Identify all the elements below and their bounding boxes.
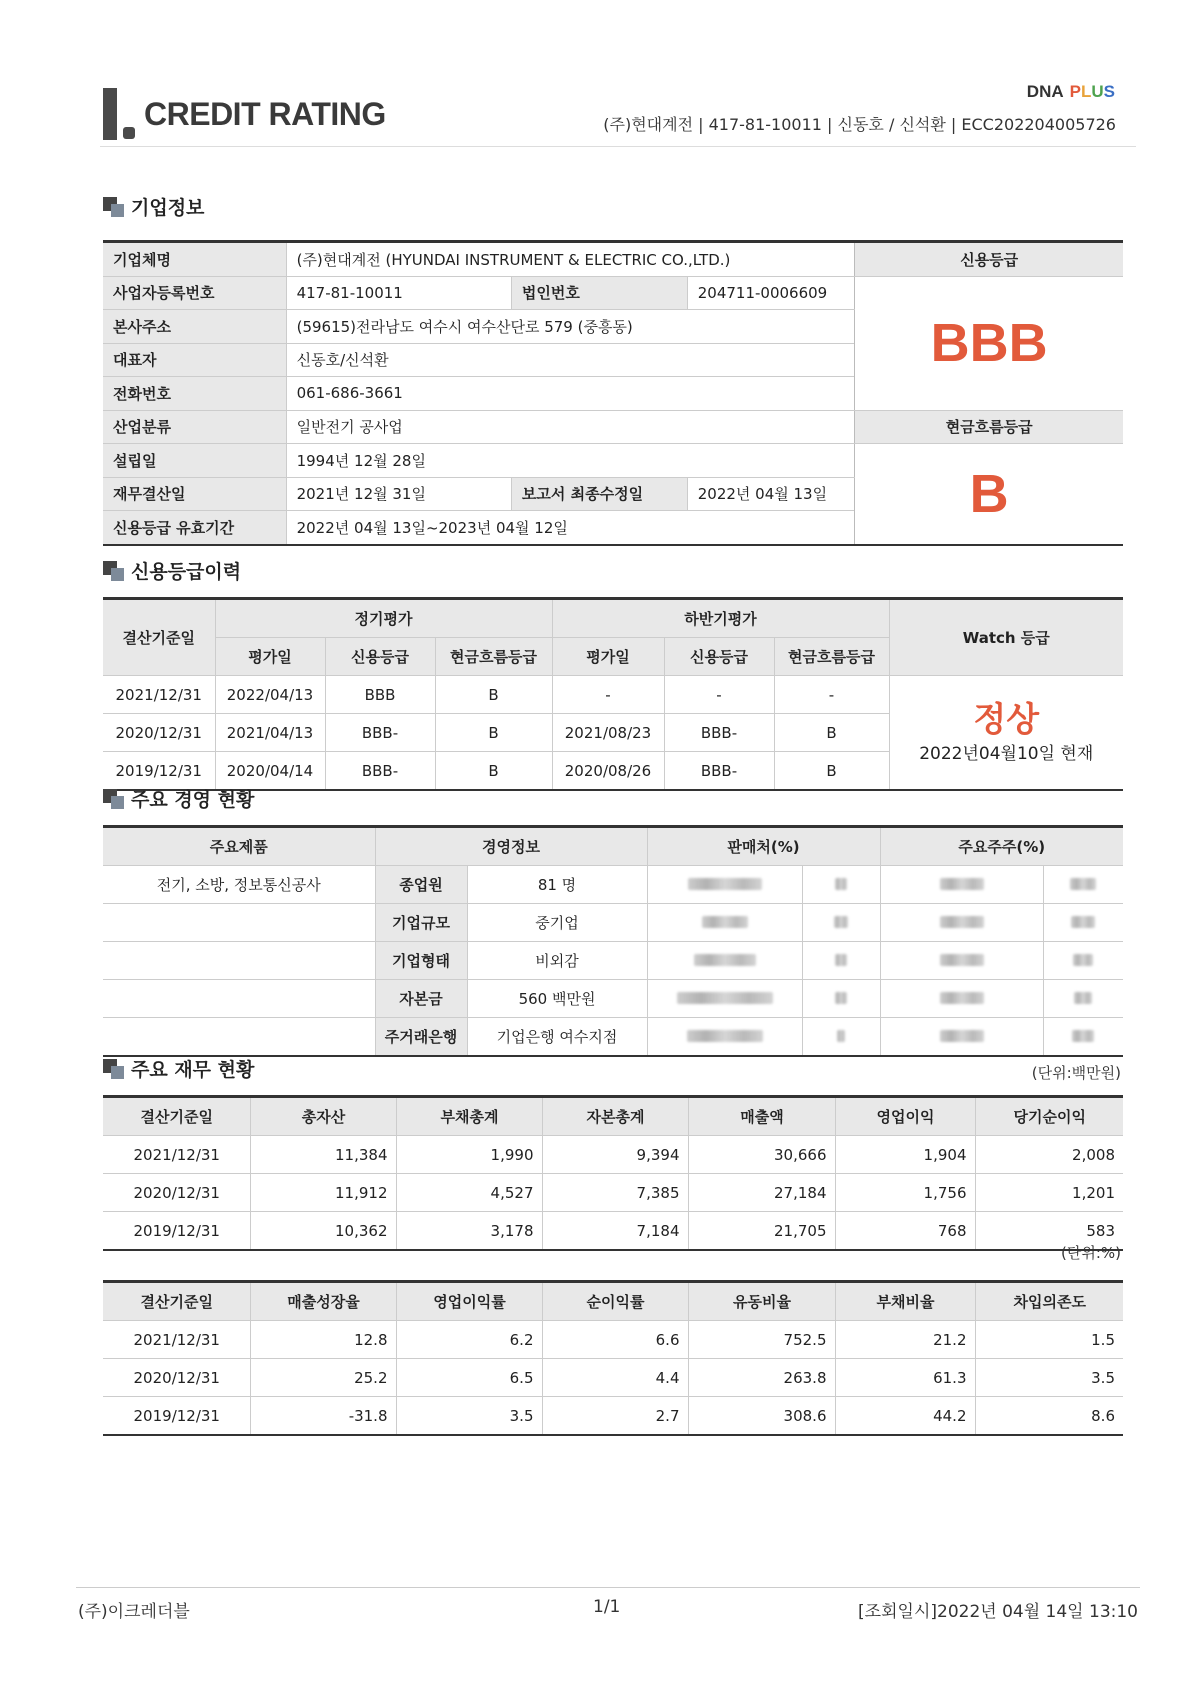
redacted-cell	[802, 980, 880, 1018]
section-bullet-icon	[103, 561, 125, 581]
label-company-name: 기업체명	[103, 242, 286, 277]
brand-bar-mark	[103, 88, 117, 140]
table-row	[103, 1321, 1123, 1359]
mgmt-value: 560 백만원	[467, 980, 647, 1018]
mgmt-value: 비외감	[467, 942, 647, 980]
cashflow-rating-label: 현금흐름등급	[855, 410, 1123, 444]
mgmt-products-empty	[103, 904, 375, 942]
value-ceo: 신동호/신석환	[286, 343, 855, 377]
redacted-cell	[647, 1018, 802, 1057]
value-corp-no: 204711-0006609	[687, 276, 855, 310]
history-cell: 2022/04/13	[215, 676, 325, 714]
label-founded: 설립일	[103, 444, 286, 478]
finance-cell: 7,385	[542, 1174, 688, 1212]
history-header-cashflow: 현금흐름등급	[435, 638, 552, 676]
redacted-cell	[647, 904, 802, 942]
ratio-header: 차입의존도	[975, 1282, 1123, 1321]
watch-status	[889, 676, 1123, 791]
history-cell: 2020/04/14	[215, 752, 325, 791]
redacted-cell	[647, 866, 802, 904]
ratio-cell: 25.2	[250, 1359, 396, 1397]
ratio-cell: 2021/12/31	[103, 1321, 250, 1359]
history-header-watch: Watch 등급	[889, 599, 1123, 676]
table-row	[103, 676, 1123, 714]
credit-rating-value: BBB	[855, 276, 1123, 410]
finance-cell: 3,178	[396, 1212, 542, 1251]
ratio-cell: 6.6	[542, 1321, 688, 1359]
dna-text: DNA	[1026, 82, 1064, 101]
history-header-credit: 신용등급	[664, 638, 774, 676]
cashflow-rating-value: B	[855, 444, 1123, 545]
section-title-history: 신용등급이력	[103, 557, 241, 584]
mgmt-header-buyers: 판매처(%)	[647, 827, 880, 866]
footer-issuer: (주)이크레더블	[78, 1602, 190, 1622]
value-fiscal: 2021년 12월 31일	[286, 477, 511, 511]
finance-cell: 11,384	[250, 1136, 396, 1174]
ratio-cell: 263.8	[688, 1359, 835, 1397]
header-divider	[100, 146, 1136, 147]
redacted-cell	[880, 1018, 1043, 1057]
value-valid: 2022년 04월 13일~2023년 04월 12일	[296, 518, 568, 537]
ratio-cell: 4.4	[542, 1359, 688, 1397]
value-phone: 061-686-3661	[286, 377, 855, 411]
history-cell: 2019/12/31	[103, 752, 215, 791]
history-cell: 2021/12/31	[103, 676, 215, 714]
value-industry: 일반전기 공사업	[286, 410, 855, 444]
ratio-cell: 308.6	[688, 1397, 835, 1436]
finance-cell: 1,990	[396, 1136, 542, 1174]
ratio-header: 순이익률	[542, 1282, 688, 1321]
plus-letter: U	[1091, 82, 1104, 101]
ratio-unit: (단위:%)	[1061, 1244, 1121, 1262]
table-row	[103, 942, 1123, 980]
mgmt-header-holders: 주요주주(%)	[880, 827, 1123, 866]
value-company-name: (주)현대계전 (HYUNDAI INSTRUMENT & ELECTRIC CO.,LTD.)	[286, 242, 855, 277]
finance-cell: 583	[975, 1212, 1123, 1251]
history-header-base-date: 결산기준일	[103, 599, 215, 676]
ratio-cell: 1.5	[975, 1321, 1123, 1359]
value-address: (59615)전라남도 여수시 여수산단로 579 (중흥동)	[286, 310, 855, 344]
ratio-cell: 752.5	[688, 1321, 835, 1359]
finance-cell: 2,008	[975, 1136, 1123, 1174]
finance-cell: 1,904	[835, 1136, 975, 1174]
dna-plus-logo	[1027, 82, 1115, 102]
history-cell: B	[435, 676, 552, 714]
redacted-cell	[802, 942, 880, 980]
label-valid: 신용등급 유효기간	[103, 511, 286, 545]
table-row	[103, 1018, 1123, 1057]
redacted-cell	[1043, 942, 1123, 980]
table-row	[103, 866, 1123, 904]
history-cell: 2021/04/13	[215, 714, 325, 752]
mgmt-products: 전기, 소방, 정보통신공사	[103, 866, 375, 904]
history-cell: BBB-	[664, 714, 774, 752]
history-cell: B	[774, 714, 889, 752]
finance-cell: 11,912	[250, 1174, 396, 1212]
finance-header: 부채총계	[396, 1097, 542, 1136]
table-row	[103, 904, 1123, 942]
value-founded: 1994년 12월 28일	[286, 444, 855, 478]
section-title-finance: 주요 재무 현황	[103, 1055, 254, 1082]
section-title-company: 기업정보	[103, 193, 204, 220]
mgmt-products-empty	[103, 980, 375, 1018]
redacted-cell	[647, 942, 802, 980]
history-header-regular: 정기평가	[215, 599, 552, 638]
value-biz-no: 417-81-10011	[286, 276, 511, 310]
plus-letter: L	[1080, 82, 1092, 101]
redacted-cell	[1043, 866, 1123, 904]
finance-header: 당기순이익	[975, 1097, 1123, 1136]
ratio-cell: 61.3	[835, 1359, 975, 1397]
mgmt-value: 기업은행 여수지점	[467, 1018, 647, 1057]
section-bullet-icon	[103, 1059, 125, 1079]
mgmt-value: 81 명	[467, 866, 647, 904]
mgmt-key: 기업형태	[375, 942, 467, 980]
history-cell: BBB-	[325, 714, 435, 752]
management-table	[103, 825, 1123, 1057]
finance-cell: 4,527	[396, 1174, 542, 1212]
ratio-cell: 3.5	[975, 1359, 1123, 1397]
history-cell: B	[774, 752, 889, 791]
ratio-header: 유동비율	[688, 1282, 835, 1321]
redacted-cell	[647, 980, 802, 1018]
mgmt-key: 기업규모	[375, 904, 467, 942]
brand-dot-mark	[123, 127, 135, 139]
table-row	[103, 980, 1123, 1018]
plus-letter: S	[1103, 82, 1115, 101]
plus-letter: P	[1069, 82, 1081, 101]
table-row	[103, 1174, 1123, 1212]
redacted-cell	[1043, 904, 1123, 942]
ratio-cell: 21.2	[835, 1321, 975, 1359]
mgmt-key: 자본금	[375, 980, 467, 1018]
mgmt-header-products: 주요제품	[103, 827, 375, 866]
history-cell: -	[552, 676, 664, 714]
label-corp-no: 법인번호	[511, 276, 687, 310]
finance-cell: 10,362	[250, 1212, 396, 1251]
ratio-header: 영업이익률	[396, 1282, 542, 1321]
redacted-cell	[880, 904, 1043, 942]
value-report-date: 2022년 04월 13일	[687, 477, 855, 511]
mgmt-header-info: 경영정보	[375, 827, 647, 866]
redacted-cell	[880, 980, 1043, 1018]
finance-header: 영업이익	[835, 1097, 975, 1136]
mgmt-products-empty	[103, 1018, 375, 1057]
ratio-cell: 2020/12/31	[103, 1359, 250, 1397]
ratio-header: 매출성장율	[250, 1282, 396, 1321]
history-cell: -	[774, 676, 889, 714]
history-cell: -	[664, 676, 774, 714]
history-header-half: 하반기평가	[552, 599, 889, 638]
redacted-cell	[802, 1018, 880, 1057]
table-row	[103, 1397, 1123, 1436]
history-header-cashflow: 현금흐름등급	[774, 638, 889, 676]
ratio-cell: 6.2	[396, 1321, 542, 1359]
plus-text	[1070, 82, 1115, 101]
ratio-cell: 6.5	[396, 1359, 542, 1397]
finance-cell: 27,184	[688, 1174, 835, 1212]
ratio-table	[103, 1280, 1123, 1436]
history-cell: BBB-	[664, 752, 774, 791]
ratio-header: 부채비율	[835, 1282, 975, 1321]
header-company-info: (주)현대계전 | 417-81-10011 | 신동호 / 신석환 | ECC202204005726	[603, 115, 1116, 134]
ratio-cell: 2.7	[542, 1397, 688, 1436]
rating-history-table	[103, 597, 1123, 791]
ratio-cell: 2019/12/31	[103, 1397, 250, 1436]
redacted-cell	[880, 866, 1043, 904]
finance-cell: 21,705	[688, 1212, 835, 1251]
table-header-row	[103, 1282, 1123, 1321]
finance-cell: 2021/12/31	[103, 1136, 250, 1174]
label-ceo: 대표자	[103, 343, 286, 377]
history-cell: BBB	[325, 676, 435, 714]
finance-cell: 9,394	[542, 1136, 688, 1174]
mgmt-key: 주거래은행	[375, 1018, 467, 1057]
finance-header: 총자산	[250, 1097, 396, 1136]
finance-header: 매출액	[688, 1097, 835, 1136]
section-bullet-icon	[103, 197, 125, 217]
watch-value: 정상	[973, 700, 1040, 740]
history-cell: BBB-	[325, 752, 435, 791]
finance-cell: 1,201	[975, 1174, 1123, 1212]
history-header-eval-date: 평가일	[215, 638, 325, 676]
redacted-cell	[880, 942, 1043, 980]
section-title-management: 주요 경영 현황	[103, 785, 254, 812]
history-header-eval-date: 평가일	[552, 638, 664, 676]
history-cell: B	[435, 752, 552, 791]
label-address: 본사주소	[103, 310, 286, 344]
footer-divider	[76, 1587, 1140, 1588]
redacted-cell	[802, 904, 880, 942]
table-row	[103, 1359, 1123, 1397]
mgmt-key: 종업원	[375, 866, 467, 904]
history-cell: B	[435, 714, 552, 752]
redacted-cell	[1043, 980, 1123, 1018]
redacted-cell	[802, 866, 880, 904]
finance-header: 결산기준일	[103, 1097, 250, 1136]
redacted-cell	[1043, 1018, 1123, 1057]
page-number: 1/1	[593, 1597, 621, 1617]
history-header-credit: 신용등급	[325, 638, 435, 676]
finance-cell: 2019/12/31	[103, 1212, 250, 1251]
footer-viewed-time: [조회일시]2022년 04월 14일 13:10	[858, 1602, 1138, 1622]
ratio-cell: -31.8	[250, 1397, 396, 1436]
ratio-cell: 12.8	[250, 1321, 396, 1359]
report-title: CREDIT RATING	[144, 96, 386, 132]
table-row	[103, 1136, 1123, 1174]
label-fiscal: 재무결산일	[103, 477, 286, 511]
finance-cell: 30,666	[688, 1136, 835, 1174]
finance-cell: 1,756	[835, 1174, 975, 1212]
ratio-cell: 3.5	[396, 1397, 542, 1436]
mgmt-products-empty	[103, 942, 375, 980]
finance-cell: 768	[835, 1212, 975, 1251]
ratio-cell: 44.2	[835, 1397, 975, 1436]
label-biz-no: 사업자등록번호	[103, 276, 286, 310]
finance-unit: (단위:백만원)	[1031, 1064, 1121, 1082]
table-row	[103, 1212, 1123, 1251]
mgmt-value: 중기업	[467, 904, 647, 942]
label-industry: 산업분류	[103, 410, 286, 444]
finance-table	[103, 1095, 1123, 1251]
finance-cell: 2020/12/31	[103, 1174, 250, 1212]
history-cell: 2021/08/23	[552, 714, 664, 752]
company-info-table	[103, 240, 1123, 546]
section-bullet-icon	[103, 789, 125, 809]
label-report-date: 보고서 최종수정일	[511, 477, 687, 511]
ratio-cell: 8.6	[975, 1397, 1123, 1436]
table-header-row	[103, 1097, 1123, 1136]
ratio-header: 결산기준일	[103, 1282, 250, 1321]
credit-rating-label: 신용등급	[855, 242, 1123, 277]
watch-date: 2022년04월10일 현재	[919, 744, 1094, 764]
label-phone: 전화번호	[103, 377, 286, 411]
history-cell: 2020/12/31	[103, 714, 215, 752]
finance-header: 자본총계	[542, 1097, 688, 1136]
history-cell: 2020/08/26	[552, 752, 664, 791]
finance-cell: 7,184	[542, 1212, 688, 1251]
